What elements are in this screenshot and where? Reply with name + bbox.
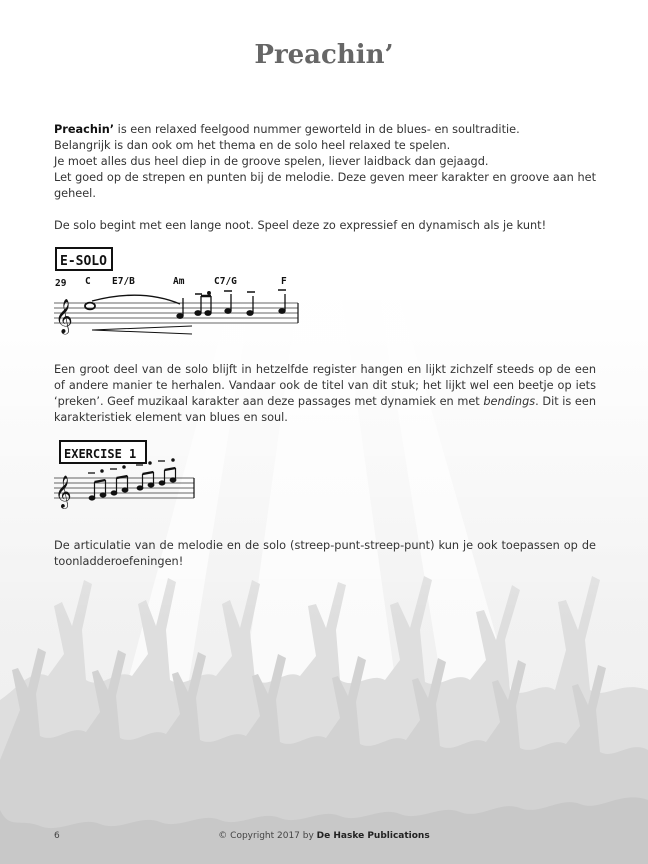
chord-f: F bbox=[281, 276, 287, 287]
page-number: 6 bbox=[54, 831, 60, 841]
intro-bold-title: Preachin’ bbox=[54, 123, 115, 136]
chord-c: C bbox=[85, 276, 91, 287]
esolo-notation bbox=[52, 246, 312, 338]
register-paragraph bbox=[54, 362, 596, 426]
crescendo-hairpin bbox=[92, 326, 192, 334]
register-text-italic: bendings bbox=[483, 395, 536, 408]
copyright-text: © Copyright 2017 by bbox=[218, 831, 317, 841]
register-text-2: . Dit is een karakteristiek element van blues en soul. bbox=[54, 395, 596, 424]
intro-line-1 bbox=[54, 122, 596, 138]
intro-line-3: Je moet alles dus heel diep in de groove spelen, liever laidback dan gejaagd. bbox=[54, 155, 489, 168]
articulation-paragraph: De articulatie van de melodie en de solo (streep-punt-streep-punt) kun je ook toepassen op de toonladderoefeningen! bbox=[54, 539, 596, 568]
exercise-notation bbox=[52, 438, 202, 510]
eighth-notes bbox=[177, 294, 285, 318]
chord-am: Am bbox=[173, 276, 185, 287]
measure-number: 29 bbox=[55, 278, 67, 289]
exercise-treble-clef-icon: 𝄞 bbox=[55, 475, 72, 508]
articulation-marks bbox=[195, 290, 286, 294]
copyright-footer bbox=[0, 831, 648, 841]
intro-line-4: Let goed op de strepen en punten bij de melodie. Deze geven meer karakter en groove aan het geheel. bbox=[54, 171, 596, 200]
chord-e7b: E7/B bbox=[112, 276, 135, 287]
page-title: Preachin’ bbox=[254, 40, 394, 70]
staff-lines bbox=[54, 303, 298, 323]
exercise-label: EXERCISE 1 bbox=[64, 447, 137, 461]
chord-c7g: C7/G bbox=[214, 276, 237, 287]
solo-paragraph: De solo begint met een lange noot. Speel deze zo expressief en dynamisch als je kunt! bbox=[54, 219, 547, 232]
intro-line-1-text: is een relaxed feelgood nummer geworteld in de blues- en soultraditie. bbox=[114, 123, 520, 136]
treble-clef-icon: 𝄞 bbox=[55, 299, 73, 334]
register-text-1: Een groot deel van de solo blijft in hetzelfde register hangen en lijkt zichzelf steeds op de een of andere manier te herhalen. Vandaar ook de titel van dit stuk; het lijkt wel een beetje op iets ‘preken’. Geef muzikaal karakter aan deze passages met dynamiek en met bbox=[54, 363, 596, 408]
publisher-name: De Haske Publications bbox=[316, 831, 430, 841]
intro-line-2: Belangrijk is dan ook om het thema en de solo heel relaxed te spelen. bbox=[54, 139, 451, 152]
esolo-label: E-SOLO bbox=[60, 254, 107, 269]
exercise-notes bbox=[89, 468, 176, 500]
intro-paragraph bbox=[54, 122, 596, 202]
